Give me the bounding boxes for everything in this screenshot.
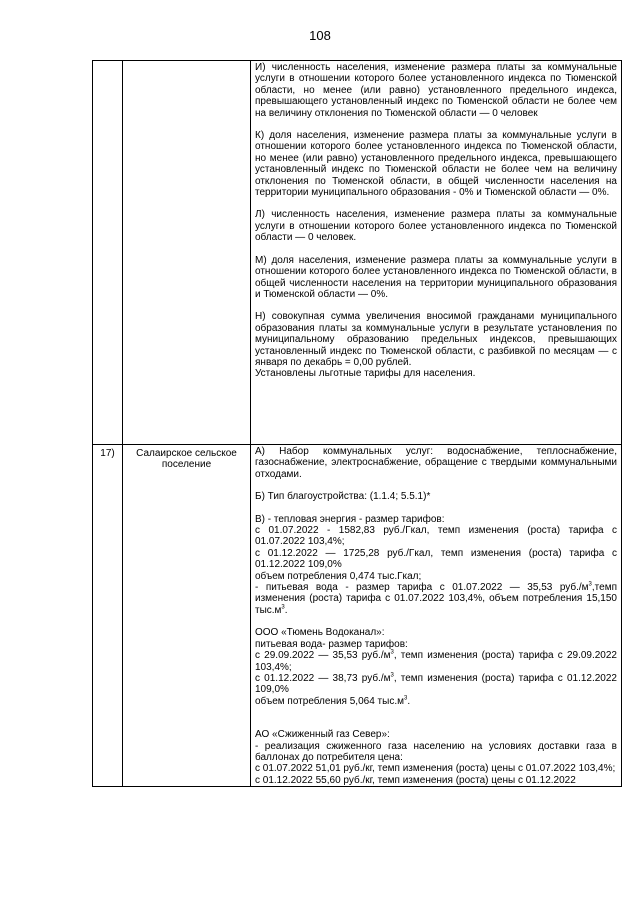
table-row-17 (93, 445, 622, 787)
vodokanal-consumption: объем потребления 5,064 $тыс.м^3$. (255, 695, 411, 707)
vodokanal-tariff-december: с 01.12.2022 — 38,73 $руб./м^3$, темп изменения (роста) тарифа с 01.12.2022 109,0% (255, 672, 617, 696)
page-number: 108 (309, 28, 331, 43)
improvement-type: Б) Тип благоустройства: (1.1.4; 5.5.1)* (255, 491, 431, 503)
water-tariff: - питьевая вода - размер тарифа с 01.07.2022 — 35,53 $руб./м^3,темп$ изменения (роста) тарифа с 01.07.2022 103,4%, объем потребления 15,150 $тыс.м^3$. (255, 581, 617, 616)
paragraph-benefit-tariffs: Установлены льготные тарифы для населения. (255, 368, 476, 380)
cell-indicators (251, 61, 622, 445)
vodokanal-tariff-september: с 29.09.2022 — 35,53 $руб./м^3$, темп изменения (роста) тарифа с 29.09.2022 103,4%; (255, 649, 617, 673)
paragraph-n: Н) совокупная сумма увеличения вносимой гражданами муниципального образования платы за коммунальные услуги в результате установления по муниципальному образованию предельных индексов, превышающих установленный индекс по Тюменской области, с разбивкой по месяцам — с января по декабрь = 0,00 рублей. (255, 311, 617, 368)
vodokanal-heading: ООО «Тюмень Водоканал»: (255, 627, 385, 639)
cell-name-empty (123, 61, 251, 445)
gas-price-december: с 01.12.2022 55,60 руб./кг, темп изменения (роста) цены с 01.12.2022 (255, 774, 576, 786)
heat-consumption: объем потребления 0,474 тыс.Гкал; (255, 570, 422, 582)
heat-tariff-heading: В) - тепловая энергия - размер тарифов: (255, 513, 445, 525)
paragraph-m: М) доля населения, изменение размера платы за коммунальные услуги в отношении которого более установленного индекса по Тюменской области, в общей численности населения на территории муниципального образования и Тюменской области — 0%. (255, 254, 617, 300)
utility-set: А) Набор коммунальных услуг: водоснабжение, теплоснабжение, газоснабжение, электроснабжение, обращение с твердыми коммунальными отходами. (255, 446, 617, 480)
paragraph-l: Л) численность населения, изменение размера платы за коммунальные услуги в отношении которого более установленного индекса по Тюменской области — 0 человек. (255, 209, 617, 244)
gas-description: - реализация сжиженного газа населению на условиях доставки газа в баллонах до потребителя цена: (255, 740, 617, 763)
paragraph-k: К) доля населения, изменение размера платы за коммунальные услуги в отношении которого более установленного индекса по Тюменской области, но менее (или равно) установленного предельного индекса, превышающего установленный индекс по Тюменской области не более чем на величину отклонения по Тюменской области, в общей численности населения на территории муниципального образования - 0% и Тюменской области — 0%. (255, 130, 617, 199)
cell-number-empty (93, 61, 123, 445)
cell-utility-details (251, 445, 622, 787)
tariff-table (92, 60, 622, 787)
heat-tariff-july: с 01.07.2022 - 1582,83 руб./Гкал, темп изменения (роста) тарифа с 01.07.2022 103,4%; (255, 525, 617, 548)
gas-heading: АО «Сжиженный газ Север»: (255, 729, 390, 741)
vodokanal-subheading: питьевая вода- размер тарифов: (255, 638, 408, 650)
paragraph-i: И) численность населения, изменение размера платы за коммунальные услуги в отношении которого более установленного индекса по Тюменской области, но менее (или равно) установленного предельного индекса, превышающего установленный индекс по Тюменской области не более чем на величину отклонения по Тюменской области — 0 человек (255, 62, 617, 119)
row-number: 17) (93, 445, 123, 787)
settlement-name: Салаирское сельское поселение (123, 445, 251, 787)
heat-tariff-december: с 01.12.2022 — 1725,28 руб./Гкал, темп изменения (роста) тарифа с 01.12.2022 109,0% (255, 547, 617, 571)
table-row-continued (93, 61, 622, 445)
gas-price-july: с 01.07.2022 51,01 руб./кг, темп изменения (роста) цены с 01.07.2022 103,4%; (255, 763, 616, 775)
